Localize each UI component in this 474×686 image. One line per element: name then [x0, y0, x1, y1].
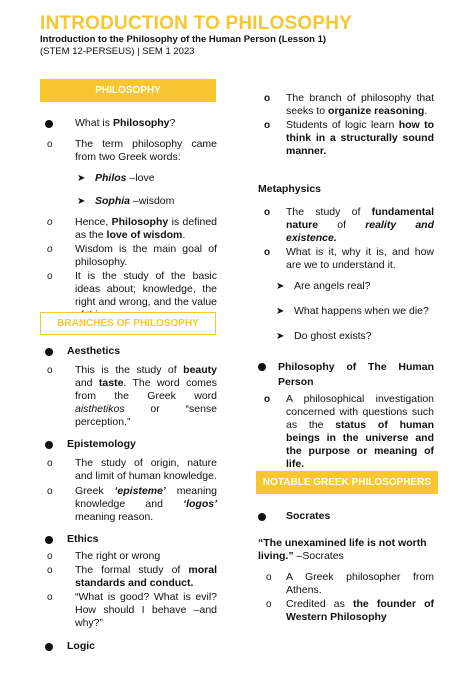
text-italic: ‘episteme’	[114, 485, 166, 497]
text-bold: Philosophy	[112, 117, 170, 129]
page-subtitle: Introduction to the Philosophy of the Human Person (Lesson 1)	[40, 34, 327, 45]
circle-bullet-icon: o	[47, 365, 53, 376]
text: The term philosophy came from two Greek words:	[75, 138, 217, 163]
text: Students of logic learn	[286, 119, 399, 131]
greek-philosophers-banner: NOTABLE GREEK PHILOSOPHERS	[256, 471, 438, 494]
text: –wisdom	[130, 195, 175, 207]
arrow-bullet-icon: ➤	[276, 281, 285, 292]
text-bold: status of human beings in the universe and the purpose or meaning of life.	[286, 419, 434, 470]
circle-bullet-icon: o	[47, 551, 53, 562]
text: What is	[75, 117, 113, 129]
circle-bullet-icon: o	[266, 572, 272, 583]
text-italic: Sophia	[95, 195, 131, 207]
text: and	[75, 377, 99, 389]
list-item	[45, 485, 217, 524]
list-item	[258, 393, 434, 471]
text: It is the study of the basic ideas about; knowledge, the right and wrong, and the value	[75, 270, 217, 308]
text-bold: taste	[98, 377, 124, 389]
bullet-dot-icon	[45, 441, 53, 449]
list-item	[45, 533, 217, 546]
text-bold: moral standards and conduct.	[75, 564, 217, 589]
text: Credited as	[286, 598, 354, 610]
list-item	[258, 571, 434, 597]
text: “What is good? What is evil? How should I behave –and why?”	[75, 591, 217, 629]
socrates-section	[258, 510, 434, 624]
text: The formal study of	[75, 564, 189, 576]
circle-bullet-icon: o	[47, 486, 53, 497]
text: The branch of philosophy that seeks to	[286, 92, 434, 117]
philosophy-banner: PHILOSOPHY	[40, 79, 216, 102]
page-title: INTRODUCTION TO PHILOSOPHY	[40, 13, 353, 34]
text: A Greek philosopher from Athens.	[286, 571, 434, 596]
logic-section	[260, 92, 434, 158]
metaphysics-section	[258, 183, 434, 343]
philosophy-section	[45, 117, 217, 322]
circle-bullet-icon: o	[264, 394, 271, 405]
circle-bullet-icon: o	[47, 244, 53, 255]
bullet-dot-icon	[45, 348, 53, 356]
list-item	[45, 195, 217, 208]
list-item	[258, 246, 434, 272]
list-item	[258, 206, 434, 245]
list-item	[45, 243, 217, 269]
list-item	[45, 216, 217, 242]
circle-bullet-icon: o	[47, 217, 53, 228]
bullet-dot-icon	[45, 536, 53, 544]
page-meta: (STEM 12-PERSEUS) | SEM 1 2023	[40, 46, 195, 57]
text: ?	[169, 117, 176, 129]
branches-banner: BRANCHES OF PHILOSOPHY	[40, 312, 216, 335]
list-item	[260, 92, 434, 118]
list-item	[45, 117, 217, 130]
circle-bullet-icon: o	[47, 592, 53, 603]
list-item	[45, 345, 217, 358]
list-item	[45, 564, 217, 590]
text-bold: love of wisdom	[106, 229, 183, 241]
text-italic: ‘logos’	[183, 498, 217, 510]
circle-bullet-icon: o	[264, 93, 271, 104]
list-item	[45, 457, 217, 483]
text: What is it, why it is, and how are we to understand it.	[286, 246, 434, 271]
text: The right or wrong	[75, 550, 161, 562]
section-heading: Aesthetics	[67, 345, 121, 357]
circle-bullet-icon: o	[47, 271, 53, 282]
text-bold: beauty	[183, 364, 217, 376]
bullet-dot-icon	[258, 513, 266, 521]
text-italic: reality and existence.	[286, 219, 434, 244]
text: Wisdom is the main goal of philosophy.	[75, 243, 217, 268]
list-item	[45, 640, 217, 653]
text-bold: fundamental nature	[286, 206, 434, 231]
section-heading: Metaphysics	[258, 183, 322, 195]
list-item	[45, 364, 217, 429]
list-item	[45, 591, 217, 630]
text: meaning reason.	[75, 511, 154, 523]
text: . The word comes from the Greek word	[75, 377, 217, 402]
list-item	[258, 305, 434, 318]
circle-bullet-icon: o	[264, 247, 271, 258]
circle-bullet-icon: o	[47, 565, 53, 576]
circle-bullet-icon: o	[47, 458, 53, 469]
text: is defined as the	[75, 216, 217, 241]
section-heading: Ethics	[67, 533, 99, 545]
text: A philosophical investigation concerned with questions such as the	[286, 393, 434, 431]
text: The study of	[286, 206, 372, 218]
text: The study of origin, nature and limit of human knowledge.	[75, 457, 217, 482]
list-item	[258, 330, 434, 343]
circle-bullet-icon: o	[264, 207, 271, 218]
text: or “sense perception.”	[75, 403, 217, 428]
text: Are angels real?	[294, 280, 371, 292]
text-bold: Philosophy	[111, 216, 169, 228]
list-item	[260, 119, 434, 158]
list-item	[258, 598, 434, 624]
list-item	[258, 280, 434, 293]
text-bold: organize reasoning	[328, 105, 425, 117]
list-item	[258, 510, 434, 523]
quote-text: “The unexamined life is not worth living.”	[258, 537, 427, 562]
section-heading: Socrates	[286, 510, 331, 522]
circle-bullet-icon: o	[266, 599, 272, 610]
branches-section	[45, 345, 217, 653]
text: meaning knowledge and	[75, 485, 217, 510]
list-item	[258, 360, 434, 390]
bullet-dot-icon	[45, 643, 53, 651]
text: This is the study of	[75, 364, 184, 376]
text: What happens when we die?	[294, 305, 429, 317]
section-heading: Epistemology	[67, 438, 136, 450]
text: Do ghost exists?	[294, 330, 372, 342]
list-item	[45, 138, 217, 164]
quote-author: –Socrates	[293, 550, 344, 562]
text-bold: how to think in a structurally sound manner.	[286, 119, 434, 157]
quote	[258, 537, 434, 563]
circle-bullet-icon: o	[264, 120, 271, 131]
text: .	[424, 105, 428, 117]
human-person-section	[258, 360, 434, 471]
text: Greek	[75, 485, 115, 497]
text-italic: Philos	[95, 172, 127, 184]
bullet-dot-icon	[45, 120, 53, 128]
arrow-bullet-icon: ➤	[276, 306, 285, 317]
text: –love	[126, 172, 155, 184]
text: Hence,	[75, 216, 112, 228]
list-item	[45, 550, 217, 563]
list-item	[45, 438, 217, 451]
text-italic: aisthetikos	[75, 403, 125, 415]
circle-bullet-icon: o	[47, 139, 53, 150]
section-heading: Logic	[67, 640, 95, 652]
bullet-dot-icon	[258, 363, 266, 371]
section-heading: Philosophy of The Human Person	[278, 361, 434, 388]
list-item	[45, 172, 217, 185]
arrow-bullet-icon: ➤	[77, 196, 86, 207]
arrow-bullet-icon: ➤	[77, 173, 86, 184]
arrow-bullet-icon: ➤	[276, 331, 285, 342]
text: .	[182, 229, 186, 241]
text-bold: the founder of Western Philosophy	[286, 598, 434, 623]
text: of	[318, 219, 366, 231]
